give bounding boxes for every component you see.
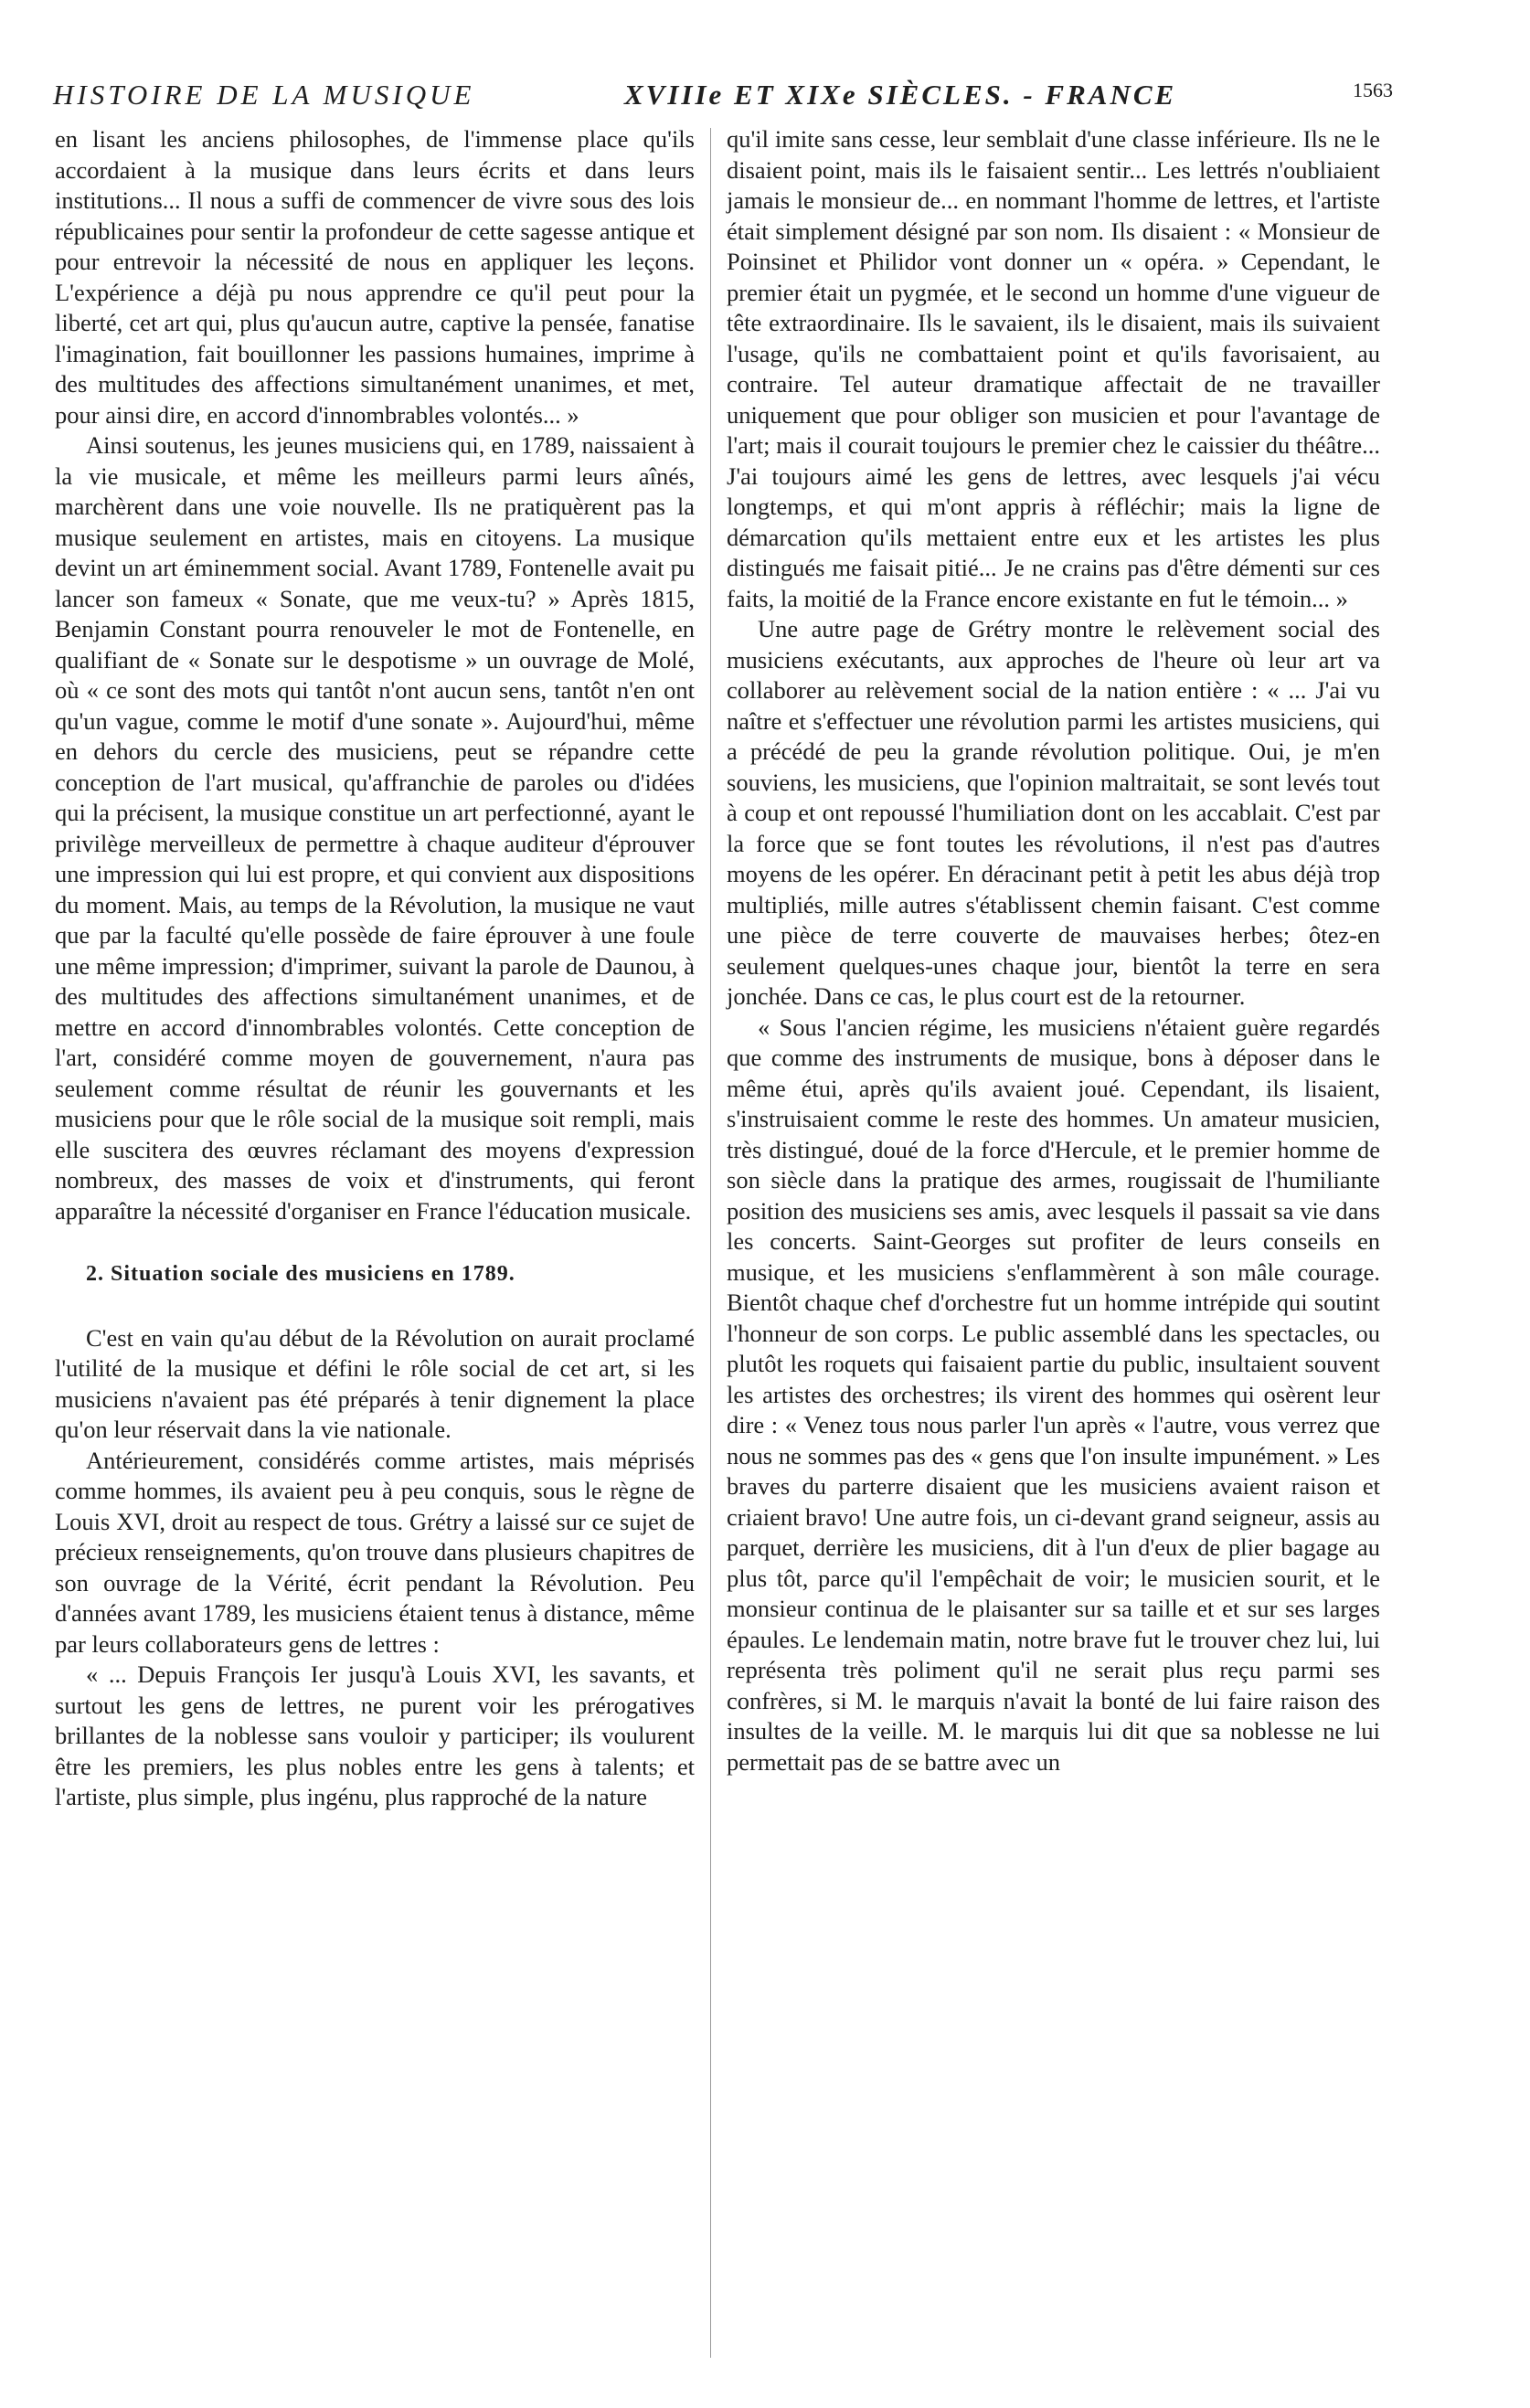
left-column xyxy=(55,124,695,1813)
quote-paragraph: « Sous l'ancien régime, les musiciens n'étaient guère regardés que comme des instruments de musique, bons à déposer dans le même étui, après qu'ils avaient joué. Cependant, ils lisaient, s'instruisaient comme le reste des hommes. Un amateur musicien, très distingué, doué de la force d'Hercule, et le premier homme de son siècle dans la pratique des armes, rougissait de l'humiliante position des musiciens ses amis, avec lesquels il passait sa vie dans les concerts. Saint-Georges sut profiter de leurs conseils en musique, et les musiciens s'enflammèrent à son mâle courage. Bientôt chaque chef d'orchestre fut un homme intrépide qui soutint l'honneur de son corps. Le public assemblé dans les spectacles, ou plutôt les roquets qui faisaient partie du public, insultaient souvent les artistes des orchestres; ils virent des hommes qui osèrent leur dire : « Venez tous nous parler l'un après « l'autre, vous verrez que nous ne sommes pas des « gens que l'on insulte impunément. » Les braves du parterre disaient que les musiciens avaient raison et criaient bravo! Une autre fois, un ci-devant grand seigneur, assis au parquet, derrière les musiciens, dit à l'un d'eux de plier bagage au plus tôt, parce qu'il l'empêchait de voir; le musicien sourit, et le monsieur continua de le plaisanter sur sa taille et et sur ses larges épaules. Le lendemain matin, notre brave fut le trouver chez lui, lui représenta très poliment qu'il ne serait plus reçu parmi ses confrères, si M. le marquis n'avait la bonté de lui faire raison des insultes de la veille. M. le marquis lui dit que sa noblesse ne lui permettait pas de se battre avec un xyxy=(727,1013,1380,1776)
paragraph: Antérieurement, considérés comme artistes, mais méprisés comme hommes, ils avaient peu à peu conquis, sous le règne de Louis XVI, droit au respect de tous. Grétry a laissé sur ce sujet de précieux renseignements, qu'on trouve dans plusieurs chapitres de son ouvrage de la Vérité, écrit pendant la Révolution. Peu d'années avant 1789, les musiciens étaient tenus à distance, même par leurs collaborateurs gens de lettres : xyxy=(55,1446,695,1658)
right-column xyxy=(727,124,1380,1777)
section-heading: 2. Situation sociale des musiciens en 1789. xyxy=(86,1262,515,1286)
header-section-title: XVIIIe ET XIXe SIÈCLES. - FRANCE xyxy=(624,79,1177,111)
paragraph: Une autre page de Grétry montre le relèvement social des musiciens exécutants, aux approches de l'heure où leur art va collaborer au relèvement social de la nation entière : « ... J'ai vu naître et s'effectuer une révolution parmi les artistes musiciens, qui a précédé de peu la grande révolution politique. Oui, je m'en souviens, les musiciens, que l'opinion maltraitait, se sont levés tout à coup et ont repoussé l'humiliation dont on les accablait. C'est par la force que se font toutes les révolutions, il n'est pas d'autres moyens de les opérer. En déracinant petit à petit les abus déjà trop multipliés, mille autres s'établissent chemin faisant. C'est comme une pièce de terre couverte de mauvaises herbes; ôtez-en seulement quelques-unes chaque jour, bientôt la terre en sera jonchée. Dans ce cas, le plus court est de la retourner. xyxy=(727,615,1380,1010)
running-header xyxy=(53,79,1393,115)
header-book-title: HISTOIRE DE LA MUSIQUE xyxy=(53,79,475,111)
page-number: 1563 xyxy=(1353,79,1393,101)
paragraph: Ainsi soutenus, les jeunes musiciens qui, en 1789, naissaient à la vie musicale, et même les meilleurs parmi leurs aînés, marchèrent dans une voie nouvelle. Ils ne pratiquèrent pas la musique seulement en artistes, mais en citoyens. La musique devint un art éminemment social. Avant 1789, Fontenelle avait pu lancer son fameux « Sonate, que me veux-tu? » Après 1815, Benjamin Constant pourra renouveler le mot de Fontenelle, en qualifiant de « Sonate sur le despotisme » un ouvrage de Molé, où « ce sont des mots qui tantôt n'ont aucun sens, tantôt n'en ont qu'un vague, comme le motif d'une sonate ». Aujourd'hui, même en dehors du cercle des musiciens, peut se répandre cette conception de l'art musical, qu'affranchie de paroles ou d'idées qui la précisent, la musique constitue un art perfectionné, ayant le privilège merveilleux de permettre à chaque auditeur d'éprouver une impression qui lui est propre, et qui convient aux dispositions du moment. Mais, au temps de la Révolution, la musique ne vaut que par la faculté qu'elle possède de faire éprouver à une foule une même impression; d'imprimer, suivant la parole de Daunou, à des multitudes des affections simultanément unanimes, et de mettre en accord d'innombrables volontés. Cette conception de l'art, considéré comme moyen de gouvernement, n'aura pas seulement comme résultat de réunir les gouvernants et les musiciens pour que le rôle social de la musique soit rempli, mais elle suscitera des œuvres réclamant des moyens d'expression nombreux, des masses de voix et d'instruments, qui feront apparaître la nécessité d'organiser en France l'éducation musicale. xyxy=(55,431,695,1225)
paragraph: qu'il imite sans cesse, leur semblait d'une classe inférieure. Ils ne le disaient point, mais ils le faisaient sentir... Les lettrés n'oubliaient jamais le monsieur de... en nommant l'homme de lettres, et l'artiste était simplement désigné par son nom. Ils disaient : « Monsieur de Poinsinet et Philidor vont donner un « opéra. » Cependant, le premier était un pygmée, et le second un homme d'une vigueur de tête extraordinaire. Ils le savaient, ils le disaient, mais ils suivaient l'usage, qu'ils ne combattaient point et qu'ils favorisaient, au contraire. Tel auteur dramatique affectait de ne travailler uniquement que pour obliger son musicien et pour l'avantage de l'art; mais il courait toujours le premier chez le caissier du théâtre... J'ai toujours aimé les gens de lettres, avec lesquels j'ai vécu longtemps, et qui m'ont appris à réfléchir; mais la ligne de démarcation qu'ils mettaient entre eux et les artistes les plus distingués me faisait pitié... Je ne crains pas d'être démenti sur ces faits, la moitié de la France encore existante en fut le témoin... » xyxy=(727,125,1380,612)
paragraph: en lisant les anciens philosophes, de l'immense place qu'ils accordaient à la musique dans leurs écrits et dans leurs institutions... Il nous a suffi de commencer de vivre sous des lois républicaines pour sentir la profondeur de cette sagesse antique et pour entrevoir la nécessité de nous en appliquer les leçons. L'expérience a déjà pu nous apprendre ce qu'il peut pour la liberté, cet art qui, plus qu'aucun autre, captive la pensée, fanatise l'imagination, fait bouillonner les passions humaines, imprime à des multitudes des affections simultanément unanimes, et met, pour ainsi dire, en accord d'innombrables volontés... » xyxy=(55,125,695,429)
column-divider xyxy=(710,128,711,2358)
quote-paragraph: « ... Depuis François Ier jusqu'à Louis XVI, les savants, et surtout les gens de lettres, ne purent voir les prérogatives brillantes de la noblesse sans vouloir y participer; ils voulurent être les premiers, les plus nobles entre les gens à talents; et l'artiste, plus simple, plus ingénu, plus rapproché de la nature xyxy=(55,1660,695,1810)
paragraph: C'est en vain qu'au début de la Révolution on aurait proclamé l'utilité de la musique et défini le rôle social de cet art, si les musiciens n'avaient pas été préparés à tenir dignement la place qu'on leur réservait dans la vie nationale. xyxy=(55,1323,695,1443)
